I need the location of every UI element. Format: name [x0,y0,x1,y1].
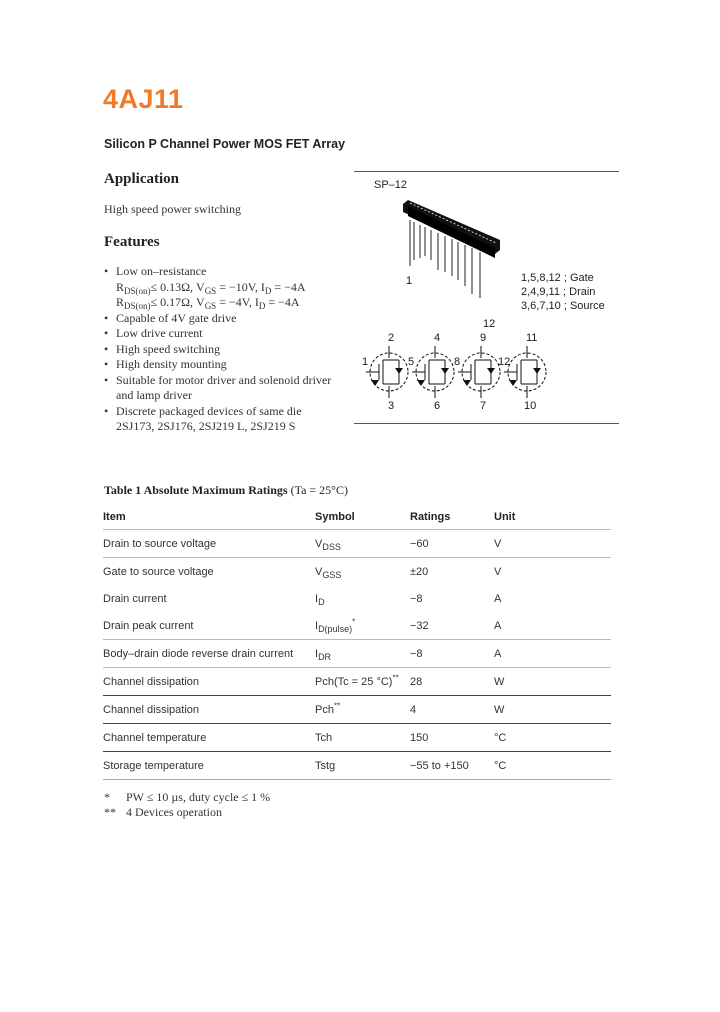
bullet-icon: • [104,357,109,371]
footnote: * PW ≤ 10 µs, duty cycle ≤ 1 % [104,790,271,804]
rds-spec-line-1: $R_{DS(on)}\le 0.13\Omega$, $V_{GS} = -10V$, $I_D = -4A$ [116,279,306,296]
discrete-parts-line: 2SJ173, 2SJ176, 2SJ219 L, 2SJ219 S [116,419,296,433]
rds-spec-line-2: $R_{DS(on)}\le 0.17\Omega$, $V_{GS} = -4V$, $I_D = -4A$ [116,295,300,311]
feature-item: • Suitable for motor driver and solenoid driver and lamp driver [104,372,332,402]
table-row: Channel dissipation Pch** 4 W [103,696,611,724]
table-row: Drain peak current $I_{D(pulse)}^*$ −32 A [103,616,502,634]
column-header-unit: Unit [494,511,516,523]
mosfet-array-schematic [360,332,560,412]
column-header-ratings: Ratings [410,511,451,523]
pin-map-drain: 2,4,9,11 ; Drain [521,286,596,298]
mosfet-circuit: 4 5 6 [406,332,456,412]
pin-map [521,271,605,313]
application-text: High speed power switching [104,202,241,216]
bullet-icon: • [104,372,109,387]
table-row: Body–drain diode reverse drain current $I_{DR}$ −8 A [103,640,611,668]
feature-item: • High speed switching [104,341,220,356]
column-header-item: Item [103,511,126,523]
mosfet-circuit: 9 8 7 [452,332,502,412]
figure-bottom-rule [354,423,619,424]
figure-top-rule [354,171,619,172]
feature-item: • Low drive current [104,326,203,340]
absolute-max-ratings-table [103,505,611,780]
footnote: ** 4 Devices operation [104,805,222,819]
pin-map-gate: 1,5,8,12 ; Gate [521,272,594,284]
table-row: Channel temperature Tch 150 °C [103,724,611,752]
feature-item: • Low on–resistance [104,264,207,278]
table-caption: Table 1 Absolute Maximum Ratings (Ta = 25°C) [104,483,348,497]
p-mosfet-symbol-icon [503,344,551,400]
mosfet-circuit: 11 12 10 [498,332,548,412]
application-heading: Application [104,171,180,187]
bullet-icon: • [104,310,109,325]
table-row: Channel dissipation Pch(Tc = 25 °C)** 28 W [103,668,611,696]
part-number-title: 4AJ11 [103,84,184,114]
feature-item: • Capable of 4V gate drive [104,310,237,325]
bullet-icon: • [104,341,109,356]
pin-12-label: 12 [483,318,496,330]
column-header-symbol: Symbol [315,511,355,523]
document-subtitle: Silicon P Channel Power MOS FET Array [104,137,346,151]
mosfet-circuit: 2 1 3 [360,332,410,412]
table-row: Storage temperature Tstg −55 to +150 °C [103,752,611,780]
bullet-icon: • [104,403,109,418]
bullet-icon: • [104,326,109,340]
table-row: Drain to source voltage $V_{DSS}$ −60 V [103,530,611,558]
features-list [104,264,349,435]
features-heading: Features [104,234,160,250]
feature-item: • High density mounting [104,357,227,371]
pin-map-source: 3,6,7,10 ; Source [521,300,605,312]
package-name: SP–12 [374,179,408,191]
table-row: Gate to source voltage $V_{GSS}$ ±20 V [103,558,611,586]
bullet-icon: • [104,264,109,278]
table-footnotes [104,790,270,820]
table-row: Drain current $I_D$ −8 A [103,592,502,607]
sip-package-drawing-icon [400,198,505,318]
svg-text:1: 1 [406,275,413,287]
table-header-row [103,505,611,530]
feature-item: • Discrete packaged devices of same die [104,403,302,418]
